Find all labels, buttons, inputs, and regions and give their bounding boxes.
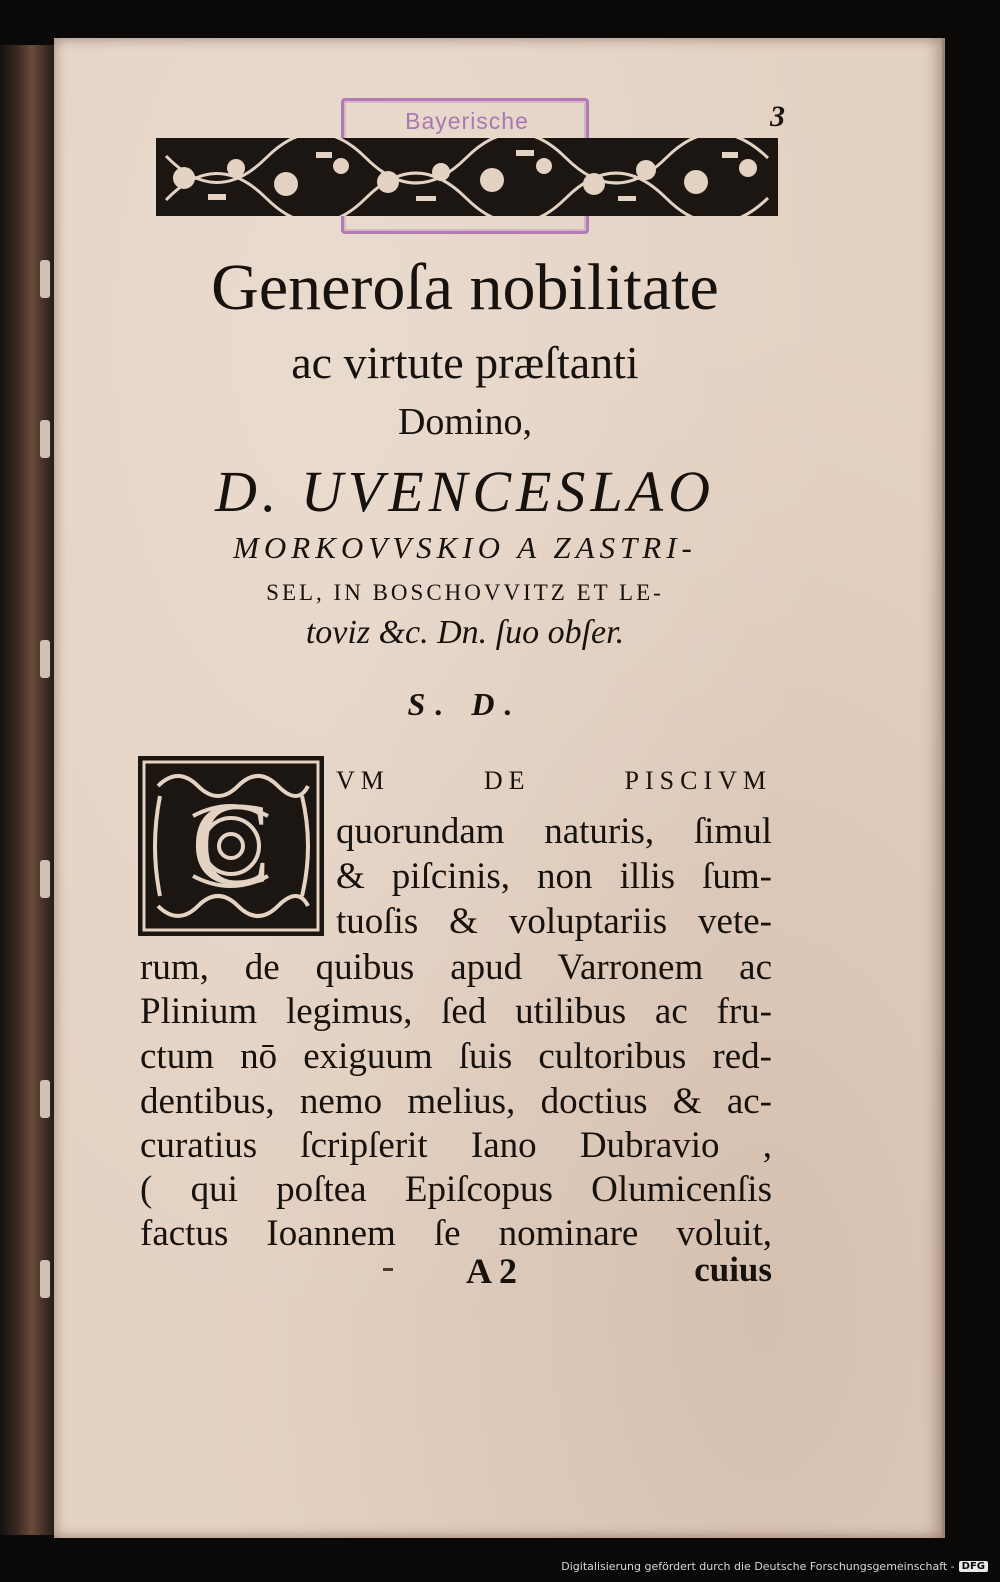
body-line-11: factus Ioannem ſe nominare voluit, <box>140 1213 772 1254</box>
body-line-5: rum, de quibus apud Varronem ac <box>140 947 772 988</box>
subtitle-line-3: toviz &c. Dn. ſuo obſer. <box>305 614 625 651</box>
body-line-10: ( qui poſtea Epiſcopus Olumicenſis <box>140 1169 772 1210</box>
title-main: Generoſa nobilitate <box>211 251 719 324</box>
title-line-3: Domino, <box>397 401 533 443</box>
signature-mark: A 2 <box>466 1251 518 1291</box>
body-line-6: Plinium legimus, ſed utilibus ac fru- <box>140 991 772 1032</box>
subtitle-line-2: SEL, IN BOSCHOVVITZ ET LE- <box>266 580 664 605</box>
body-line-1: VM DE PISCIVM <box>336 766 772 795</box>
body-line-9: curatius ſcripſerit Iano Dubravio , <box>140 1125 772 1166</box>
initial-letter: C <box>190 777 272 910</box>
body-line-3: & piſcinis, non illis ſum- <box>336 856 772 897</box>
margin-dash <box>383 1268 393 1271</box>
page-edge-marks <box>40 220 54 1320</box>
body-line-7: ctum nō exiguum ſuis cultoribus red- <box>140 1036 772 1077</box>
title-line-2: ac virtute præſtanti <box>291 337 639 388</box>
body-line-8: dentibus, nemo melius, doctius & ac- <box>140 1081 772 1122</box>
body-line-4: tuoſis & voluptariis vete- <box>336 901 772 942</box>
catchword: cuius <box>694 1250 772 1289</box>
digitization-footer <box>561 1556 988 1576</box>
subtitle-line-1: MORKOVVSKIO A ZASTRI- <box>233 530 697 565</box>
dfg-logo: DFG <box>959 1561 988 1572</box>
decorated-initial-c <box>138 756 324 936</box>
woodcut-ornament-band <box>156 138 778 216</box>
salutation: S. D. <box>407 686 523 722</box>
dedicatee-name: D. UVENCESLAO <box>215 459 715 524</box>
page-number: 3 <box>770 100 785 133</box>
library-stamp-text: Bayerische <box>405 108 529 134</box>
body-line-2: quorundam naturis, ſimul <box>336 811 772 852</box>
footer-text: Digitalisierung gefördert durch die Deutsche Forschungsgemeinschaft - <box>561 1559 955 1573</box>
